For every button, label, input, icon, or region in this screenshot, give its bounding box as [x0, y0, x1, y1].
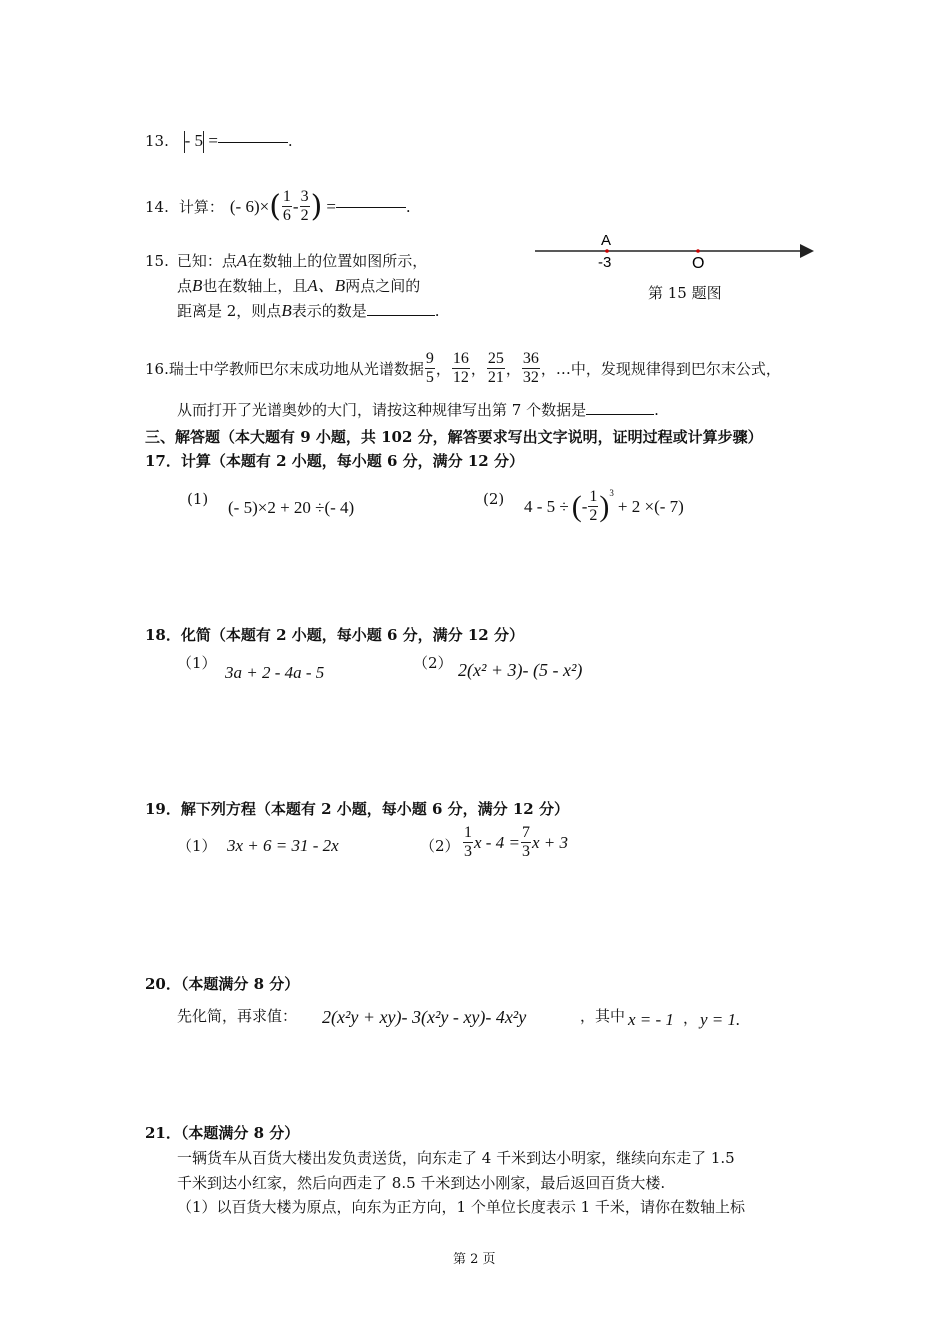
q19-title: 19．解下列方程（本题有 2 小题，每小题 6 分，满分 12 分）: [145, 800, 569, 818]
label-a: A: [601, 232, 612, 249]
q19-part1-expression: 3x + 6 = 31 - 2x: [227, 836, 339, 855]
expr-part: 4 - 5 ÷: [524, 496, 569, 516]
period: .: [434, 302, 440, 320]
q15-text: 两点之间的: [345, 277, 421, 295]
frac-den: 32: [522, 369, 539, 386]
equals-sign: =: [326, 196, 336, 216]
frac-num: 1: [282, 188, 291, 205]
q20-comma: ，: [683, 1009, 699, 1027]
q15-text: 已知：点: [176, 252, 237, 270]
q15-text: 在数轴上的位置如图所示，: [247, 252, 428, 270]
q15: [145, 248, 427, 274]
frac-num: 25: [487, 350, 504, 367]
answer-blank: [367, 301, 435, 316]
q15-point-b: B: [192, 276, 203, 295]
q14-factor: (- 6)×: [229, 196, 270, 216]
page-number: 第 2 页: [453, 1252, 496, 1267]
q20-title: 20．（本题满分 8 分）: [145, 975, 300, 993]
frac-den: 6: [282, 207, 291, 224]
frac-num: 1: [589, 488, 598, 505]
q17-title: 17．计算（本题有 2 小题，每小题 6 分，满分 12 分）: [145, 452, 524, 470]
q13-number: 13.: [145, 132, 169, 150]
frac-den: 21: [487, 369, 504, 386]
comma: ，: [470, 359, 486, 378]
q16-fractions: [424, 350, 541, 387]
q13-equals: =: [208, 131, 218, 150]
q18-part2-expression: 2(x² + 3)- (5 - x²): [458, 660, 583, 680]
minus-sign: -: [581, 496, 588, 516]
q16-number: 16.: [145, 359, 169, 378]
q15-points: A、B: [307, 276, 346, 295]
q18-part1-expression: 3a + 2 - 4a - 5: [225, 663, 325, 682]
frac-den: 5: [425, 369, 434, 386]
q19-part1-label: （1）: [177, 837, 217, 855]
q15-text: 距离是 2，则点: [177, 302, 282, 320]
frac-num: 36: [522, 350, 539, 367]
frac-den: 12: [452, 369, 469, 386]
q15-text: 也在数轴上，且: [202, 277, 308, 295]
minus-sign: -: [292, 196, 299, 216]
comma: ，: [435, 359, 451, 378]
comma: ，: [505, 359, 521, 378]
spectral-fraction: [425, 350, 435, 387]
q20-lead: 先化简，再求值：: [177, 1007, 298, 1025]
point-a-dot: [605, 249, 609, 253]
q21-title: 21．（本题满分 8 分）: [145, 1124, 300, 1142]
frac-den: 2: [300, 207, 309, 224]
q15-point-b: B: [281, 301, 292, 320]
frac-den: 3: [464, 843, 472, 860]
answer-blank: [218, 141, 288, 143]
q20-expression: 2(x²y + xy)- 3(x²y - xy)- 4x²y: [322, 1007, 527, 1027]
q14-number: 14.: [145, 197, 169, 216]
frac-den: 3: [521, 843, 530, 860]
spectral-fraction: [522, 350, 540, 387]
frac-num: 9: [425, 350, 434, 367]
q17-part2-label: (2): [483, 490, 505, 508]
q16-text: 从而打开了光谱奥妙的大门，请按这种规律写出第 7 个数据是: [177, 401, 587, 419]
answer-blank: [336, 206, 406, 208]
frac-num: 3: [300, 188, 309, 205]
number-line-figure: [530, 228, 830, 278]
q18-title: 18．化简（本题有 2 小题，每小题 6 分，满分 12 分）: [145, 626, 524, 644]
q14-label: 计算：: [178, 197, 224, 216]
frac-num: 7: [521, 824, 530, 841]
q15-text: 点: [177, 277, 193, 295]
q20-y-value: y = 1.: [700, 1010, 741, 1029]
section-title: 三、解答题（本大题有 9 小题，共 102 分，解答要求写出文字说明，证明过程或计算步骤）: [145, 428, 763, 446]
q16-text: ，…中，发现规律得到巴尔末公式，: [540, 359, 781, 378]
q21-line: 千米到达小红家，然后向西走了 8.5 千米到达小刚家，最后返回百货大楼.: [177, 1174, 666, 1192]
q13-expression: - 5: [184, 131, 204, 150]
q17-part1-label: (1): [187, 490, 209, 508]
frac-den: 2: [589, 507, 598, 524]
label-minus-3: -3: [598, 254, 612, 271]
q20-x-value: x = - 1: [628, 1010, 674, 1029]
label-origin: O: [692, 255, 705, 272]
q16: [145, 350, 781, 387]
expr-part: x - 4 =: [474, 832, 520, 852]
q18-part1-label: （1）: [177, 654, 217, 672]
q15-line2: [177, 273, 420, 299]
q17-part1-expression: (- 5)×2 + 20 ÷(- 4): [228, 498, 355, 517]
q14: 14. 计算： (- 6)× ( $\frac{1}{6}$ - $\frac{3}{2}$ ) = .: [145, 188, 411, 224]
arrow-icon: [800, 244, 814, 258]
spectral-fraction: [452, 350, 470, 387]
expr-part: x + 3: [531, 832, 568, 852]
q17-part2-expression: 4 - 5 ÷ ( - $\frac{1}{2}$ ) $^3$ + 2 ×(- 7): [524, 488, 684, 524]
q16-text: 瑞士中学教师巴尔末成功地从光谱数据: [168, 359, 424, 378]
q15-number: 15.: [145, 252, 169, 270]
period: .: [654, 401, 659, 419]
origin-dot: [696, 249, 700, 253]
q20-text: ，其中: [580, 1007, 626, 1025]
q21-line: （1）以百货大楼为原点，向东为正方向，1 个单位长度表示 1 千米，请你在数轴上标: [177, 1198, 745, 1216]
q18-part2-label: （2）: [413, 654, 453, 672]
expr-part: + 2 ×(- 7): [617, 496, 684, 516]
figure-caption: 第 15 题图: [648, 284, 722, 302]
q16-line2: [177, 397, 659, 423]
exponent: 3: [609, 488, 614, 498]
q15-point-a: A: [236, 251, 248, 270]
answer-blank: [586, 400, 654, 415]
q13: 13. - 5 = .: [145, 128, 293, 154]
q19-part2-expression: [462, 824, 568, 861]
q19-part2-label: （2）: [420, 837, 460, 855]
q15-text: 表示的数是: [291, 302, 367, 320]
frac-num: 16: [452, 350, 469, 367]
frac-num: 1: [464, 824, 472, 841]
q15-line3: [177, 298, 440, 324]
spectral-fraction: [487, 350, 505, 387]
q21-line: 一辆货车从百货大楼出发负责送货，向东走了 4 千米到达小明家，继续向东走了 1.5: [177, 1149, 735, 1167]
